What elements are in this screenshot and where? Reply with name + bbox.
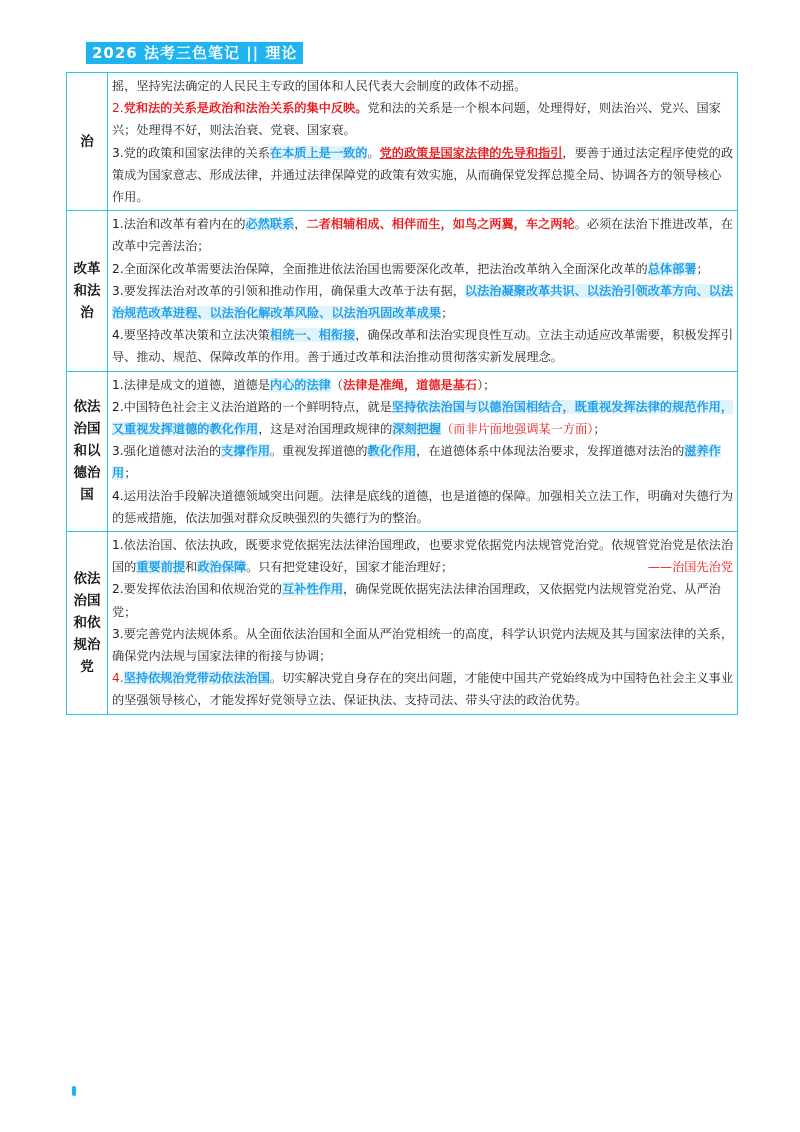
text-segment: 4.要坚持改革决策和立法决策 <box>112 328 270 343</box>
page-corner-mark <box>72 1086 76 1096</box>
text-segment: 2.要发挥依法治国和依规治党的 <box>112 582 283 597</box>
content-paragraph <box>112 75 733 97</box>
row-content <box>108 73 738 211</box>
text-segment: （而非片面地强调某一方面） <box>441 422 594 437</box>
text-segment: 互补性作用 <box>282 582 344 597</box>
text-segment: 以法治凝聚改革共识、以法治引领改革方向、以法治规范改革进程、以法治化解改革风险、以法治巩固改革成果 <box>112 283 734 321</box>
content-paragraph <box>112 374 733 396</box>
content-paragraph <box>112 258 733 280</box>
row-topic: 治 <box>67 73 108 211</box>
text-segment: 。 <box>367 145 380 160</box>
text-segment: 摇，坚持宪法确定的人民民主专政的国体和人民代表大会制度的政体不动摇。 <box>112 79 527 93</box>
text-segment: 和 <box>185 560 198 575</box>
text-segment: ， <box>294 217 307 232</box>
text-segment: 。切实解决党自身存在的突出问题，才能使中国共产党始终成为中国特色社会主义事业的坚强领导核心，才能发挥好党领导立法、保证执法、支持司法、带头守法的政治优势。 <box>112 671 734 708</box>
text-segment: ）； <box>477 377 496 392</box>
text-segment: 3.要完善党内法规体系。从全面依法治国和全面从严治党相统一的高度，科学认识党内法规及其与国家法律的关系，确保党内法规与国家法律的衔接与协调； <box>112 626 734 664</box>
content-paragraph <box>112 324 733 368</box>
text-segment: 总体部署 <box>647 261 697 276</box>
text-segment: 支撑作用 <box>221 444 270 459</box>
content-paragraph <box>112 667 733 711</box>
text-segment: 坚持依法治国与以德治国相结合，既重视发挥法律的规范作用，又重视发挥道德的教化作用 <box>112 399 734 437</box>
text-segment: 滋养作用 <box>112 444 721 481</box>
row-content <box>108 371 738 531</box>
table-row <box>67 371 738 531</box>
text-segment: （ <box>330 377 344 392</box>
row-topic: 依法治国和以德治国 <box>67 371 108 531</box>
text-segment: 重要前提 <box>136 560 186 575</box>
content-paragraph <box>112 440 733 484</box>
text-segment: 2.中国特色社会主义法治道路的一个鲜明特点，就是 <box>112 399 392 414</box>
text-segment: 1.法治和改革有着内在的 <box>112 217 246 232</box>
content-paragraph <box>112 623 733 667</box>
text-segment: ，在道德体系中体现法治要求，发挥道德对法治的 <box>416 444 685 459</box>
text-segment: ，确保改革和法治实现良性互动。立法主动适应改革需要，积极发挥引导、推动、规范、保障改革的作用。善于通过改革和法治推动贯彻落实新发展理念。 <box>112 328 734 365</box>
text-segment: 坚持依规治党带动依法治国 <box>123 671 270 686</box>
text-segment: 二者相辅相成、相伴而生，如鸟之两翼，车之两轮 <box>306 217 575 232</box>
text-segment: 4. <box>112 671 124 686</box>
content-paragraph <box>112 97 733 141</box>
document-header-title: 2026 法考三色笔记 || 理论 <box>86 42 303 64</box>
text-segment: 3.要发挥法治对改革的引领和推动作用，确保重大改革于法有据， <box>112 283 465 298</box>
content-paragraph <box>112 142 733 209</box>
text-segment: 。重视发挥道德的 <box>269 444 368 459</box>
row-topic: 改革和法治 <box>67 211 108 371</box>
text-segment: ，要善于通过法定程序使党的政策成为国家意志、形成法律，并通过法律保障党的政策有效实施，从而确保党发挥总揽全局、协调各方的领导核心作用。 <box>112 145 734 205</box>
text-segment: 必然联系 <box>245 217 295 232</box>
text-segment: 党的政策是国家法律的先导和指引 <box>379 145 563 160</box>
text-segment: ，这是对治国理政规律的 <box>258 422 393 437</box>
content-paragraph <box>112 280 733 324</box>
text-segment: 法律是准绳，道德是基石 <box>343 377 478 392</box>
text-segment: 相统一、相衔接 <box>269 328 356 343</box>
text-segment: 内心的法律 <box>269 377 331 392</box>
row-content <box>108 532 738 715</box>
text-segment: 1.法律是成文的道德，道德是 <box>112 377 270 392</box>
table-row <box>67 211 738 371</box>
notes-table <box>66 72 738 715</box>
table-row <box>67 532 738 715</box>
text-segment: 1.依法治国、依法执政，既要求党依据宪法法律治国理政，也要求党依据党内法规管党治党。依规管党治党是依法治国的 <box>112 538 734 575</box>
table-row <box>67 73 738 211</box>
side-note-text: ——治国先治党 <box>647 560 733 575</box>
text-segment: ； <box>593 422 606 437</box>
notes-table-body <box>67 73 738 715</box>
text-segment: ； <box>441 306 454 321</box>
text-segment: 4.运用法治手段解决道德领域突出问题。法律是底线的道德，也是道德的保障。加强相关立法工作，明确对失德行为的惩戒措施，依法加强对群众反映强烈的失德行为的整治。 <box>112 488 734 525</box>
text-segment: ； <box>696 261 709 276</box>
text-segment: 3.党的政策和国家法律的关系 <box>112 145 270 160</box>
text-segment: 。必须在法治下推进改革，在改革中完善法治； <box>112 217 734 254</box>
text-segment: 政治保障 <box>197 560 247 575</box>
text-segment: 党和法的关系是一个根本问题，处理得好，则法治兴、党兴、国家兴；处理得不好，则法治衰、党衰、国家衰。 <box>112 101 721 138</box>
row-topic: 依法治国和依规治党 <box>67 532 108 715</box>
text-segment: ； <box>124 466 137 481</box>
content-paragraph <box>112 485 733 529</box>
text-segment: 2.全面深化改革需要法治保障，全面推进依法治国也需要深化改革，把法治改革纳入全面深化改革的 <box>112 261 648 276</box>
text-segment: 2. <box>112 101 124 116</box>
row-content <box>108 211 738 371</box>
text-segment: 教化作用 <box>367 444 417 459</box>
text-segment: 3.强化道德对法治的 <box>112 444 222 459</box>
text-segment: 在本质上是一致的 <box>269 145 368 160</box>
content-paragraph <box>112 396 733 440</box>
text-segment: 深刻把握 <box>392 422 442 437</box>
text-segment: 党和法的关系是政治和法治关系的集中反映。 <box>123 101 368 116</box>
content-paragraph <box>112 534 733 578</box>
text-segment: 。只有把党建设好，国家才能治理好； <box>246 560 454 575</box>
content-paragraph <box>112 578 733 622</box>
text-segment: ，确保党既依据宪法法律治国理政，又依据党内法规管党治党、从严治党； <box>112 582 721 619</box>
content-paragraph <box>112 213 733 257</box>
